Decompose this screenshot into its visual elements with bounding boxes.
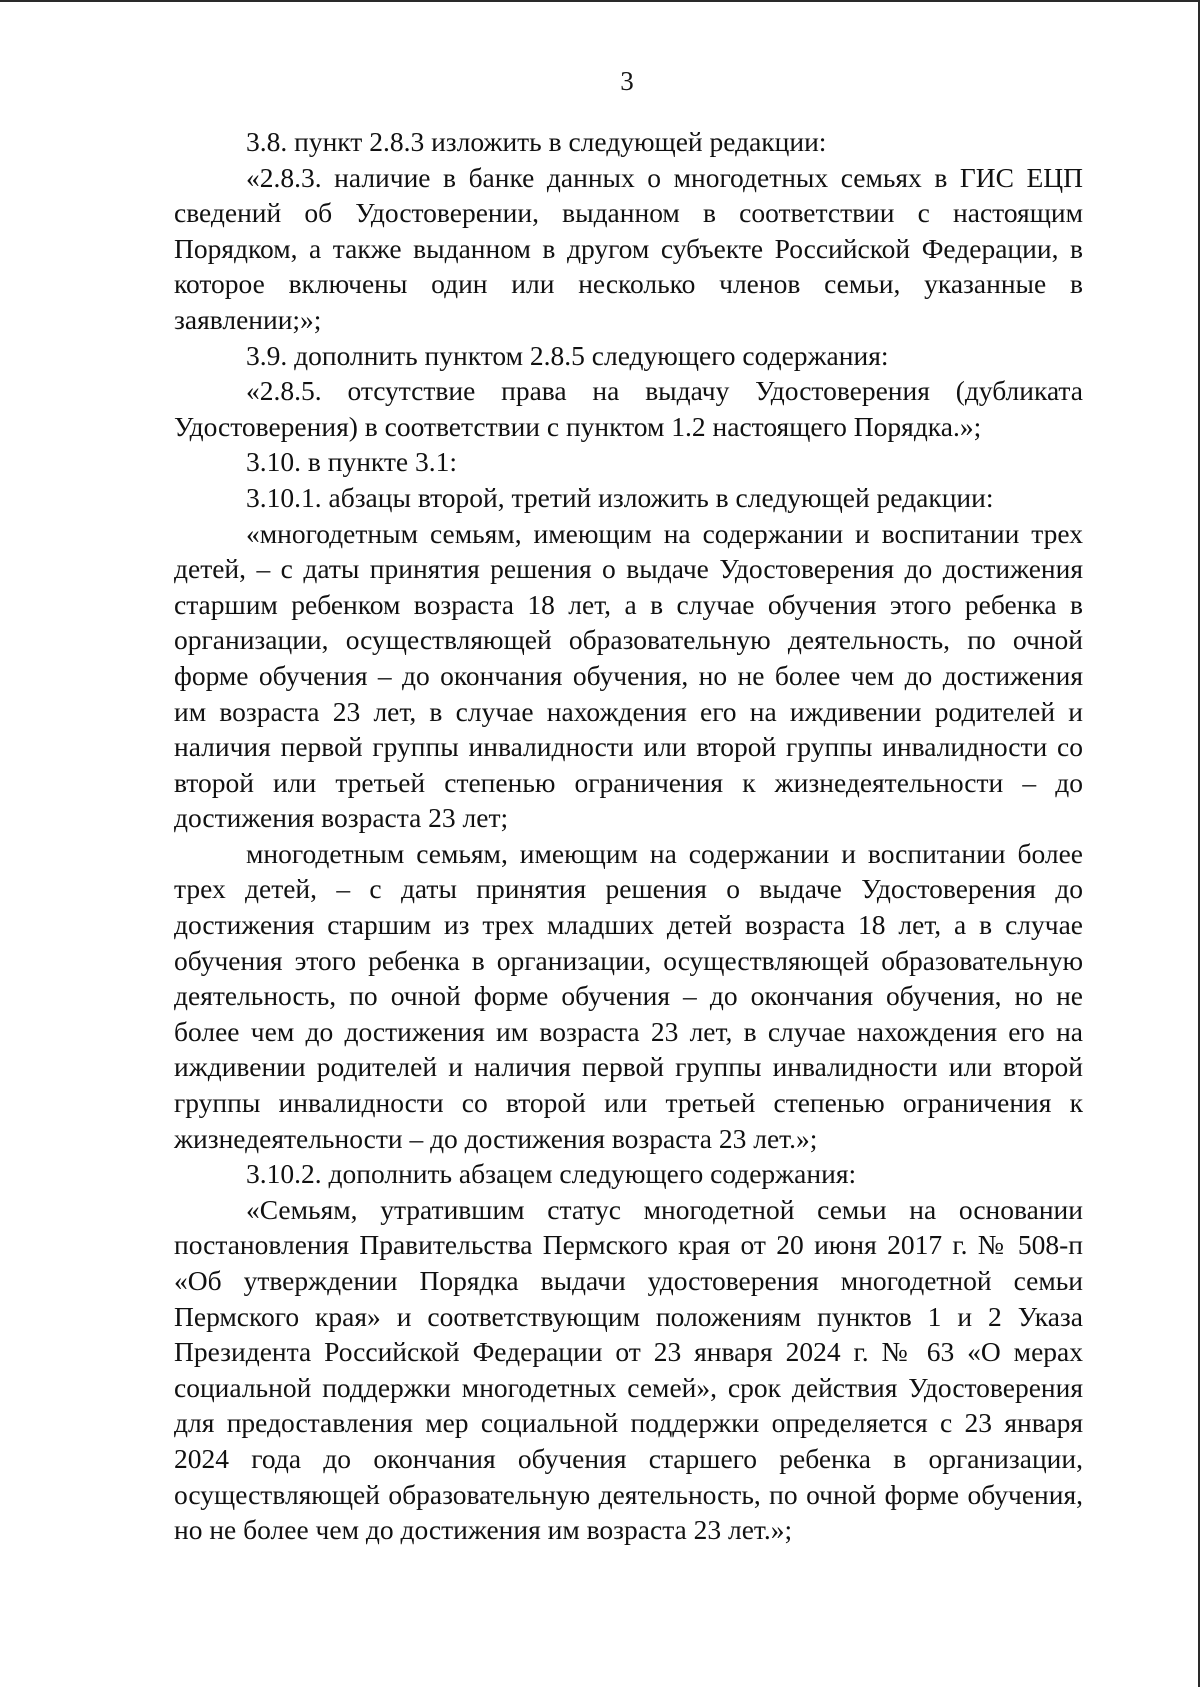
- quoted-clause-2-8-5: «2.8.5. отсутствие права на выдачу Удостоверения (дубликата Удостоверения) в соответствии с пунктом 1.2 настоящего Порядка.»;: [174, 375, 1083, 442]
- quoted-paragraph-lost-status: «Семьям, утратившим статус многодетной семьи на основании постановления Правительства Пермского края от 20 июня 2017 г. № 508-п «Об утверждении Порядка выдачи удостоверения многодетной семьи Пермского края» и соответствующим положениям пунктов 1 и 2 Указа Президента Российской Федерации от 23 января 2024 г. № 63 «О мерах социальной поддержки многодетных семей», срок действия Удостоверения для предоставления мер социальной поддержки определяется с 23 января 2024 года до окончания обучения старшего ребенка в организации, осуществляющей образовательную деятельность, по очной форме обучения, но не более чем до достижения им возраста 23 лет.»;: [174, 1193, 1083, 1546]
- amendment-item-3-10: 3.10. в пункте 3.1:: [246, 446, 458, 478]
- amendment-item-3-8: 3.8. пункт 2.8.3 изложить в следующей редакции:: [246, 126, 827, 157]
- amendment-item-3-9: 3.9. дополнить пунктом 2.8.5 следующего содержания:: [246, 339, 889, 371]
- quoted-paragraph-more-than-three-children: многодетным семьям, имеющим на содержании и воспитании более трех детей, – с даты принятия решения о выдаче Удостоверения до достижения старшим из трех младших детей возраста 18 лет, а в случае обучения этого ребенка в организации, осуществляющей образовательную деятельность, по очной форме обучения – до окончания обучения, но не более чем до достижения им возраста 23 лет, в случае нахождения его на иждивении родителей и наличия первой группы инвалидности или второй группы инвалидности со второй или третьей степенью ограничения к жизнедеятельности – до достижения возраста 23 лет.»;: [174, 837, 1083, 1154]
- amendment-item-3-10-1: 3.10.1. абзацы второй, третий изложить в следующей редакции:: [246, 481, 994, 513]
- page-number: 3: [620, 66, 634, 96]
- document-body: [174, 124, 1083, 1548]
- quoted-clause-2-8-3: «2.8.3. наличие в банке данных о многодетных семьях в ГИС ЕЦП сведений об Удостоверении, выданном в соответствии с настоящим Порядком, а также выданном в другом субъекте Российской Федерации, в которое включены один или несколько членов семьи, указанные в заявлении;»;: [174, 161, 1083, 335]
- quoted-paragraph-three-children: «многодетным семьям, имеющим на содержании и воспитании трех детей, – с даты принятия решения о выдаче Удостоверения до достижения старшим ребенком возраста 18 лет, а в случае обучения этого ребенка в организации, осуществляющей образовательную деятельность, по очной форме обучения – до окончания обучения, но не более чем до достижения им возраста 23 лет, в случае нахождения его на иждивении родителей и наличия первой группы инвалидности или второй группы инвалидности со второй или третьей степенью ограничения к жизнедеятельности – до достижения возраста 23 лет;: [174, 517, 1083, 834]
- amendment-item-3-10-2: 3.10.2. дополнить абзацем следующего содержания:: [246, 1158, 857, 1190]
